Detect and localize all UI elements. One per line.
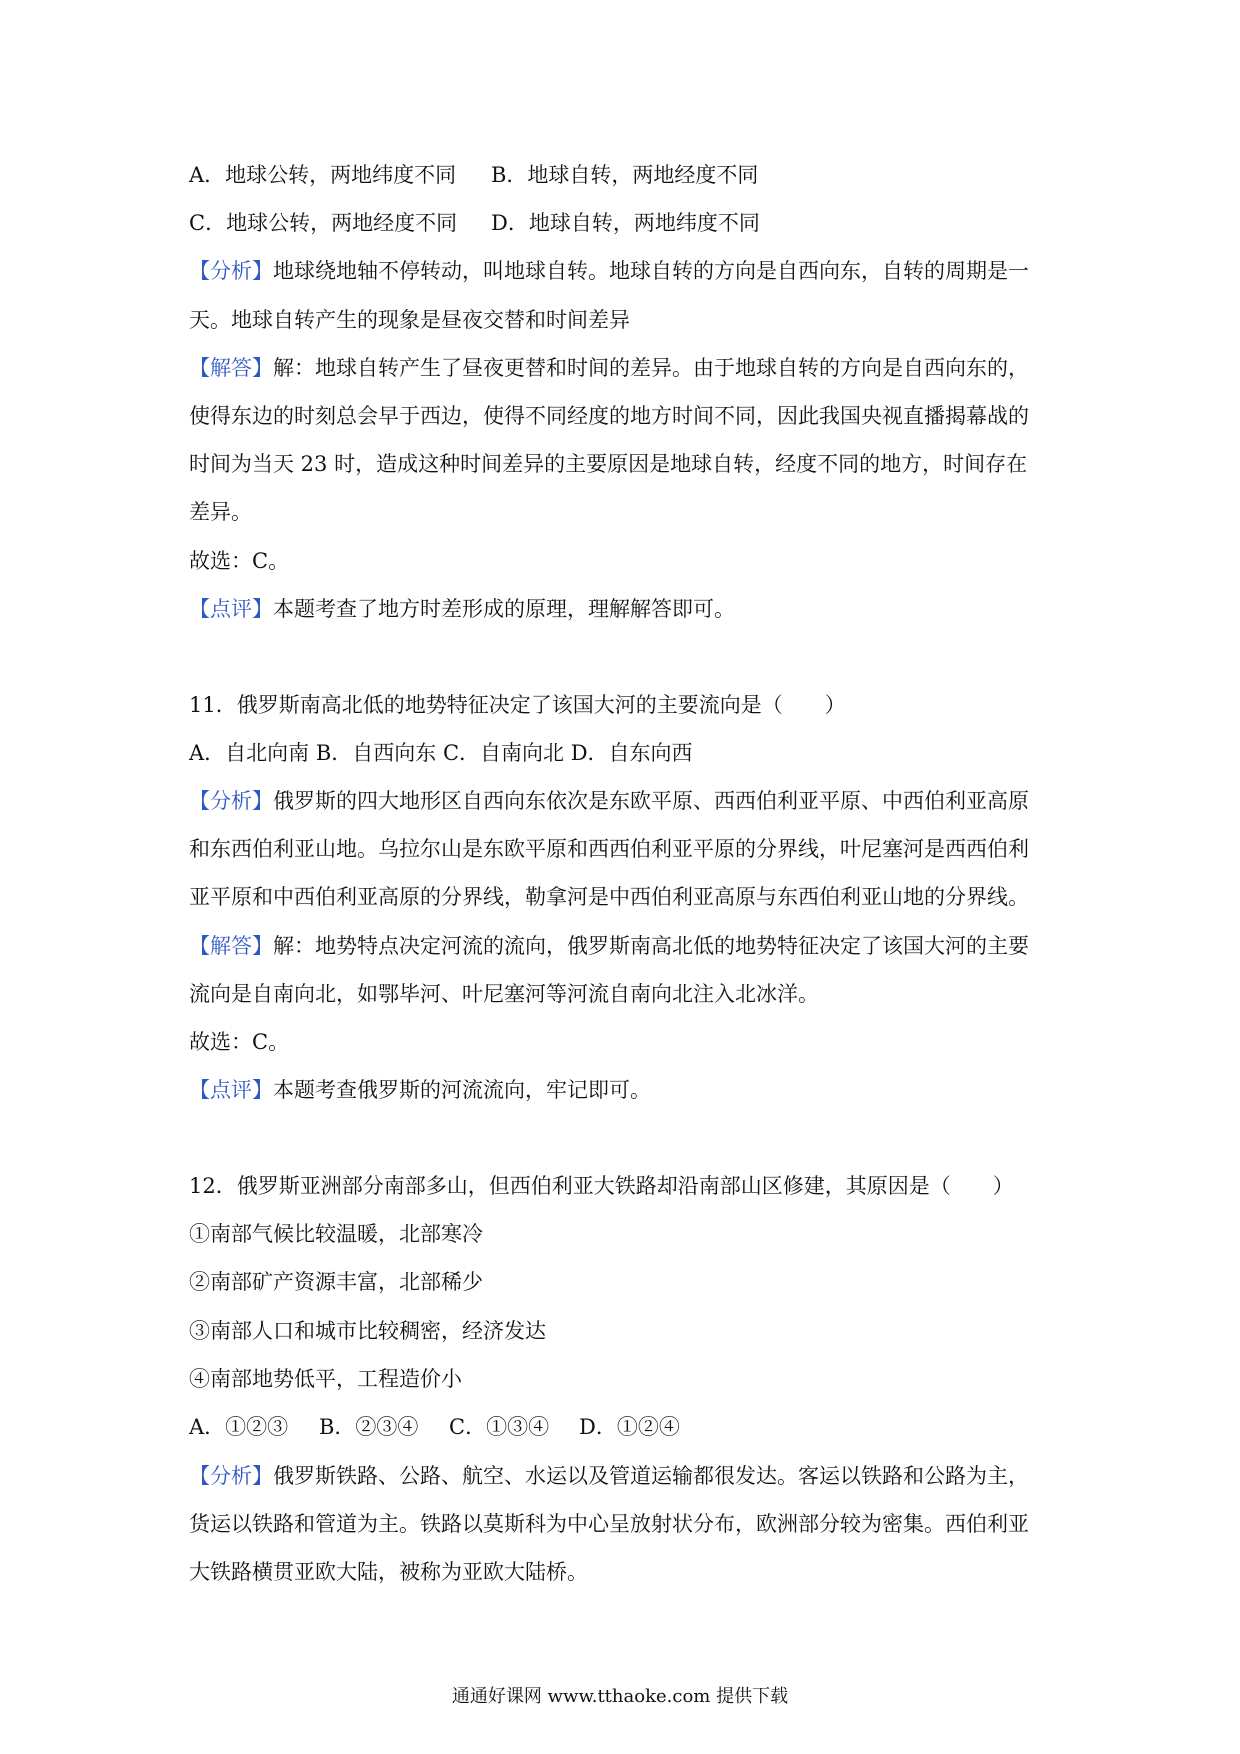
q10-option-b: B．地球自转，两地经度不同 (491, 163, 759, 187)
analysis-tag: 【分析】 (189, 789, 273, 813)
page-footer: 通通好课网 www.tthaoke.com 提供下载 (451, 1686, 789, 1707)
q10-options-row2 (189, 208, 1059, 238)
q12-analysis-line1 (189, 1461, 1059, 1491)
analysis-text: 俄罗斯的四大地形区自西向东依次是东欧平原、西西伯利亚平原、中西伯利亚高原 (273, 789, 1029, 813)
q12-option-d: D．①②④ (579, 1415, 680, 1439)
q11-choice: 故选：C。 (189, 1030, 290, 1054)
q12-options (189, 1412, 1059, 1442)
q10-answer-line4: 差异。 (189, 500, 252, 524)
q12-option-b: B．②③④ (319, 1415, 419, 1439)
answer-tag: 【解答】 (189, 356, 273, 380)
answer-text: 解：地势特点决定河流的流向，俄罗斯南高北低的地势特征决定了该国大河的主要 (273, 934, 1029, 958)
q12-statement-1: ①南部气候比较温暖，北部寒冷 (189, 1222, 483, 1246)
q12-question: 12．俄罗斯亚洲部分南部多山，但西伯利亚大铁路却沿南部山区修建，其原因是（ ） (189, 1174, 1014, 1198)
analysis-tag: 【分析】 (189, 1464, 273, 1488)
q10-analysis-line1 (189, 256, 1059, 286)
answer-tag: 【解答】 (189, 934, 273, 958)
answer-text: 解：地球自转产生了昼夜更替和时间的差异。由于地球自转的方向是自西向东的， (273, 356, 1029, 380)
analysis-tag: 【分析】 (189, 259, 273, 283)
q12-statement-2: ②南部矿产资源丰富，北部稀少 (189, 1270, 483, 1294)
comment-text: 本题考查了地方时差形成的原理，理解解答即可。 (273, 597, 735, 621)
q10-option-a: A．地球公转，两地纬度不同 (189, 163, 457, 187)
q12-analysis-line3: 大铁路横贯亚欧大陆，被称为亚欧大陆桥。 (189, 1560, 588, 1584)
q10-option-d: D．地球自转，两地纬度不同 (491, 211, 760, 235)
q11-analysis-line2: 和东西伯利亚山地。乌拉尔山是东欧平原和西西伯利亚平原的分界线，叶尼塞河是西西伯利 (189, 837, 1029, 861)
q11-answer-line2: 流向是自南向北，如鄂毕河、叶尼塞河等河流自南向北注入北冰洋。 (189, 982, 819, 1006)
analysis-text: 地球绕地轴不停转动，叫地球自转。地球自转的方向是自西向东，自转的周期是一 (273, 259, 1029, 283)
q10-answer-line1 (189, 353, 1059, 383)
comment-tag: 【点评】 (189, 597, 273, 621)
q10-choice: 故选：C。 (189, 549, 290, 573)
q11-analysis-line3: 亚平原和中西伯利亚高原的分界线，勒拿河是中西伯利亚高原与东西伯利亚山地的分界线。 (189, 885, 1029, 909)
q10-answer-line3: 时间为当天 23 时，造成这种时间差异的主要原因是地球自转，经度不同的地方，时间存在 (189, 452, 1028, 476)
q10-comment (189, 594, 1059, 624)
q11-comment (189, 1075, 1059, 1105)
q12-option-c: C．①③④ (449, 1415, 550, 1439)
q12-analysis-line2: 货运以铁路和管道为主。铁路以莫斯科为中心呈放射状分布，欧洲部分较为密集。西伯利亚 (189, 1512, 1029, 1536)
q12-statement-3: ③南部人口和城市比较稠密，经济发达 (189, 1319, 546, 1343)
q12-option-a: A．①②③ (189, 1415, 289, 1439)
q11-options: A．自北向南 B．自西向东 C．自南向北 D．自东向西 (189, 741, 693, 765)
comment-text: 本题考查俄罗斯的河流流向，牢记即可。 (273, 1078, 651, 1102)
q10-answer-line2: 使得东边的时刻总会早于西边，使得不同经度的地方时间不同，因此我国央视直播揭幕战的 (189, 404, 1029, 428)
q11-question: 11．俄罗斯南高北低的地势特征决定了该国大河的主要流向是（ ） (189, 693, 846, 717)
q11-answer-line1 (189, 931, 1059, 961)
analysis-text: 俄罗斯铁路、公路、航空、水运以及管道运输都很发达。客运以铁路和公路为主， (273, 1464, 1029, 1488)
q10-option-c: C．地球公转，两地经度不同 (189, 211, 458, 235)
q10-options-row1 (189, 160, 1059, 190)
q10-analysis-line2: 天。地球自转产生的现象是昼夜交替和时间差异 (189, 308, 630, 332)
q12-statement-4: ④南部地势低平，工程造价小 (189, 1367, 462, 1391)
q11-analysis-line1 (189, 786, 1059, 816)
comment-tag: 【点评】 (189, 1078, 273, 1102)
